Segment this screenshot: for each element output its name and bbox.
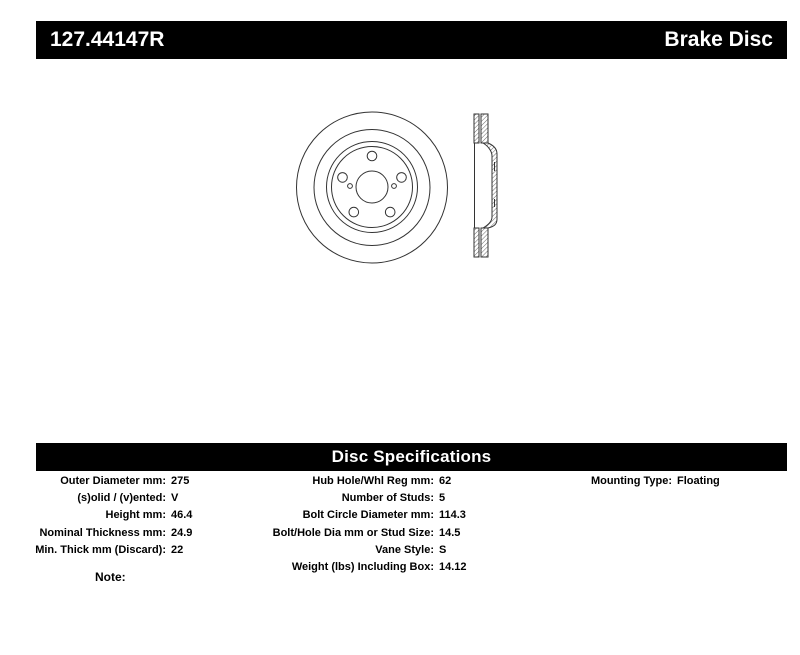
stud-hole	[385, 207, 395, 217]
spec-value: S	[439, 543, 447, 556]
spec-row	[30, 507, 192, 524]
spec-row	[250, 473, 467, 490]
stud-hole	[367, 151, 377, 161]
stud-hole	[397, 173, 407, 183]
specs-right-column	[540, 473, 720, 490]
specs-left-column	[30, 473, 192, 559]
rotor-plate-section	[474, 228, 479, 257]
outer-diameter-circle	[297, 112, 448, 263]
spec-value: 275	[171, 475, 190, 487]
specs-title-bar	[36, 443, 787, 471]
spec-label: (s)olid / (v)ented:	[77, 492, 166, 505]
spec-row	[250, 542, 467, 559]
rotor-plate-section	[474, 114, 479, 143]
spec-value: 24.9	[171, 526, 193, 539]
spec-value: 46.4	[171, 509, 193, 522]
spec-value: 5	[439, 492, 446, 505]
spec-value: V	[171, 492, 179, 505]
spec-value: 14.12	[439, 561, 467, 574]
spec-label: Weight (lbs) Including Box:	[291, 561, 434, 574]
spec-row	[250, 507, 467, 524]
brake-disc-section-view	[474, 114, 497, 257]
part-number: 127.44147R	[50, 28, 165, 51]
spec-row	[250, 490, 467, 507]
spec-label: Vane Style:	[375, 543, 434, 556]
spec-value: 14.5	[439, 526, 461, 539]
spec-label: Min. Thick mm (Discard):	[35, 543, 166, 556]
specs-middle-column	[250, 473, 467, 576]
brake-disc-front-view	[297, 112, 448, 263]
rotor-plate-section	[481, 228, 488, 257]
spec-row	[30, 473, 192, 490]
spec-row	[30, 542, 192, 559]
spec-label: Height mm:	[105, 509, 166, 522]
spec-label: Hub Hole/Whl Reg mm:	[312, 475, 434, 487]
spec-value: 62	[439, 475, 452, 487]
spec-label: Mounting Type:	[590, 475, 672, 487]
spec-label: Number of Studs:	[341, 492, 434, 505]
spec-row	[250, 559, 467, 576]
stud-hole	[338, 173, 348, 183]
product-title: Brake Disc	[664, 28, 773, 51]
spec-label: Outer Diameter mm:	[60, 475, 166, 487]
spec-value: 114.3	[439, 509, 466, 522]
spec-row	[30, 490, 192, 507]
brake-disc-technical-drawing	[280, 93, 510, 278]
hat-inner-circle	[332, 147, 413, 228]
spec-row	[250, 525, 467, 542]
set-screw-hole	[392, 184, 397, 189]
spec-label: Nominal Thickness mm:	[39, 526, 166, 539]
hat-wall-section	[483, 143, 497, 228]
center-bore-circle	[356, 171, 388, 203]
header-bar	[36, 21, 787, 59]
hat-outer-circle	[327, 142, 418, 233]
set-screw-hole	[348, 184, 353, 189]
spec-row	[540, 473, 720, 490]
spec-value: 22	[171, 543, 184, 556]
note-label: Note:	[95, 570, 126, 584]
spec-value: Floating	[677, 475, 720, 487]
spec-label: Bolt/Hole Dia mm or Stud Size:	[272, 526, 434, 539]
rotor-plate-section	[481, 114, 488, 143]
spec-label: Bolt Circle Diameter mm:	[302, 509, 434, 522]
spec-row	[30, 525, 192, 542]
specs-title: Disc Specifications	[331, 447, 492, 466]
stud-hole	[349, 207, 359, 217]
